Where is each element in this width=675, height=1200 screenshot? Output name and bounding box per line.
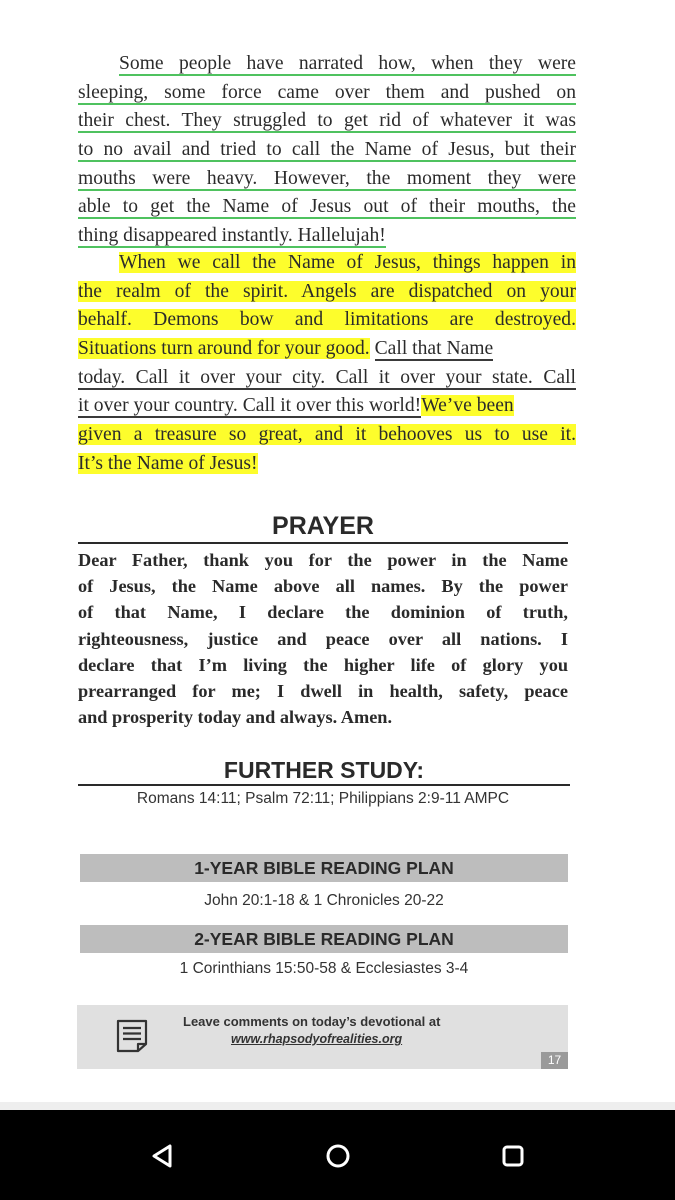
highlighted-text: given a treasure so great, and it behooves us to use it.	[78, 424, 576, 446]
comments-banner	[77, 1005, 568, 1069]
highlighted-text: the realm of the spirit. Angels are dispatched on your	[78, 280, 576, 302]
two-year-plan-title: 2-YEAR BIBLE READING PLAN	[80, 925, 568, 953]
underlined-text: Call that Name	[374, 338, 494, 360]
further-study-refs: Romans 14:11; Psalm 72:11; Philippians 2:9-11 AMPC	[136, 790, 510, 807]
back-button[interactable]	[139, 1136, 187, 1176]
prayer-text	[78, 547, 568, 730]
prayer-line: of Jesus, the Name above all names. By the power	[78, 576, 568, 597]
back-icon	[139, 1136, 187, 1176]
text-line: sleeping, some force came over them and pushed on	[78, 81, 576, 103]
paragraph-2	[78, 249, 576, 479]
document-icon	[114, 1018, 150, 1054]
prayer-heading: PRAYER	[78, 510, 568, 544]
prayer-line: declare that I’m living the higher life of glory you	[78, 654, 568, 675]
prayer-line: of that Name, I declare the dominion of truth,	[78, 602, 568, 623]
prayer-line: righteousness, justice and peace over all nations. I	[78, 628, 568, 649]
page-bottom-edge	[0, 1102, 675, 1110]
text-line: Some people have narrated how, when they were	[119, 53, 576, 74]
highlighted-text: It’s the Name of Jesus!	[78, 452, 258, 474]
underlined-text: today. Call it over your city. Call it over your state. Call	[78, 366, 576, 388]
home-button[interactable]	[314, 1136, 362, 1176]
prayer-line: prearranged for me; I dwell in health, safety, peace	[78, 680, 568, 701]
highlighted-text: We’ve been	[421, 395, 514, 417]
comments-text: Leave comments on today’s devotional at	[183, 1014, 441, 1029]
home-icon	[314, 1136, 362, 1176]
text-line: mouths were heavy. However, the moment they were	[78, 167, 576, 189]
page-number: 17	[541, 1052, 568, 1069]
prayer-line: Dear Father, thank you for the power in the Name	[78, 550, 568, 570]
one-year-plan-title: 1-YEAR BIBLE READING PLAN	[80, 854, 568, 882]
highlighted-text: behalf. Demons bow and limitations are destroyed.	[78, 309, 576, 331]
text-line: to no avail and tried to call the Name of Jesus, but their	[78, 139, 576, 161]
text-line: thing disappeared instantly. Hallelujah!	[78, 225, 386, 247]
two-year-plan-reading: 1 Corinthians 15:50-58 & Ecclesiastes 3-4	[179, 960, 469, 977]
highlighted-text: When we call the Name of Jesus, things happen in	[119, 252, 576, 273]
highlighted-text: Situations turn around for your good.	[78, 338, 370, 360]
text-line: able to get the Name of Jesus out of their mouths, the	[78, 196, 576, 218]
prayer-line: and prosperity today and always. Amen.	[78, 707, 393, 728]
underlined-text: it over your country. Call it over this world!	[78, 395, 422, 417]
further-study-heading: FURTHER STUDY:	[78, 756, 570, 786]
recents-button[interactable]	[489, 1136, 537, 1176]
paragraph-1	[78, 50, 576, 251]
website-link[interactable]: www.rhapsodyofrealities.org	[231, 1032, 403, 1046]
navigation-bar	[0, 1110, 675, 1200]
text-line: their chest. They struggled to get rid of whatever it was	[78, 110, 576, 132]
one-year-plan-reading: John 20:1-18 & 1 Chronicles 20-22	[204, 892, 444, 909]
recents-icon	[489, 1136, 537, 1176]
